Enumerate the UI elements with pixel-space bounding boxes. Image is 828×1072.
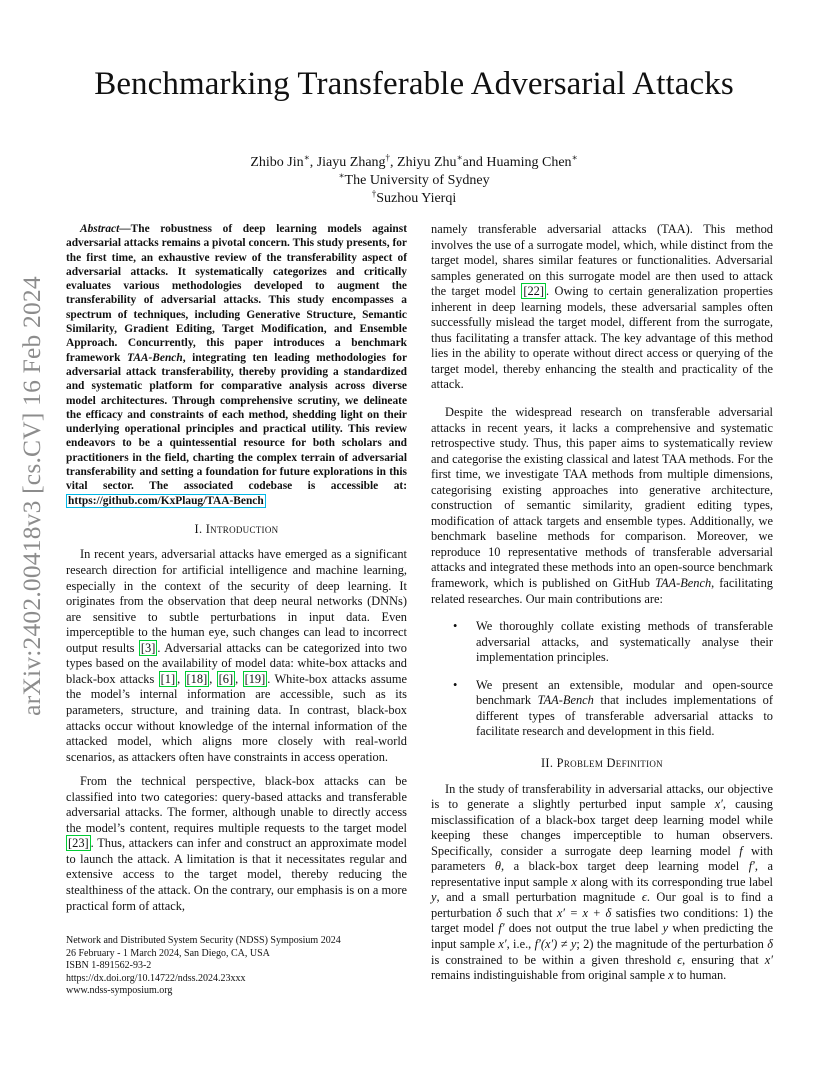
arxiv-stamp-text: arXiv:2402.00418v3 [cs.CV] 16 Feb 2024 — [17, 276, 46, 716]
author-2-mark: † — [385, 152, 391, 163]
pd-text: with parameters — [431, 843, 773, 874]
author-2: Jiayu Zhang — [316, 155, 386, 170]
intro-p2-text-b: . Thus, attackers can infer and construct an approximate model to launch the attack. A limitation is that it necessitates regular and extensive access to the target model, thereby reducing the stealthiness of the attack. On the contrary, our emphasis is on a more practical form of attack, — [66, 836, 407, 913]
author-block — [0, 154, 828, 208]
intro-p3-text-b: . Owing to certain generalization properties inherent in deep learning models, these adversarial samples often successfully mislead the target model, different from the surrogate, thus facilitating a transfer attack. The key advantage of this method lies in the ability to operate without direct access or querying of the target model, thereby enhancing the stealth and practicality of the attack. — [431, 284, 773, 392]
abstract-text-2: , integrating ten leading methodologies for adversarial attack transferability, thereby providing a standardized and systematic platform for comparative analysis across diverse model architectures. Through comprehensive scrutiny, we delineate the efficacy and constraints of each method, shedding light on their underlying operational principles and practical utility. This review endeavors to be a quintessential resource for both scholars and practitioners in the field, charting the complex terrain of adversarial transferability and setting a foundation for future explorations in this vital sector. The associated codebase is accessible at: — [66, 351, 407, 493]
footer-line-5: www.ndss-symposium.org — [66, 985, 173, 997]
pd-text: does not output the true label — [504, 921, 663, 936]
pd-text: , and a small perturbation magnitude — [436, 890, 642, 905]
pd-math: ϵ — [641, 890, 647, 905]
pd-text: such that — [501, 905, 557, 920]
intro-p1-text-c: . White-box attacks assume the model’s internal information are accessible, such as its parameters, structure, and training data. In contrast, black-box attacks occur without knowledge of the internal information of the attacked model, which aligns more closely with real-world scenarios, as attackers often have constraints in access operation. — [66, 671, 407, 764]
pd-math: x′ — [764, 952, 773, 967]
pd-text: remains indistinguishable from original sample — [431, 968, 669, 983]
author-names: Zhibo Jin∗, Jiayu Zhang†, Zhiyu Zhu∗and Huaming Chen∗ — [250, 152, 578, 170]
citation-23[interactable]: [23] — [68, 836, 89, 851]
footer-line-4: https://dx.doi.org/10.14722/ndss.2024.23xxx — [66, 972, 246, 984]
author-3-mark: ∗ — [456, 152, 463, 163]
intro-p4-framework-name: TAA-Bench — [654, 576, 712, 591]
pd-math: y — [431, 890, 437, 905]
pd-text: ; 2) the magnitude of the perturbation — [576, 936, 768, 951]
pd-math: x′ — [714, 797, 723, 812]
abstract-text-1: —The robustness of deep learning models against adversarial attacks remains a pivotal concern. This study presents, for the first time, an exhaustive review of the transferability aspect of adversarial attacks. It systematically categorizes and critically evaluates various methodologies developed to augment the transferability of adversarial attacks. This study encompasses a spectrum of techniques, including Generative Structure, Semantic Similarity, Gradient Editing, Target Modification, and Ensemble Approach. Concurrently, this paper introduces a benchmark framework — [66, 223, 407, 364]
pd-text: , causing misclassification of a black-box target deep learning model while keeping these changes imperceptible to human observers. Specifically, consider a surrogate deep learning model — [431, 797, 773, 858]
pd-text: is constrained to be within a given threshold — [431, 952, 678, 967]
intro-p4-text-b: , facilitating related researches. Our main contributions are: — [431, 576, 773, 606]
footer-line-2: 26 February - 1 March 2024, San Diego, CA, USA — [66, 947, 270, 959]
codebase-link[interactable]: https://github.com/KxPlaug/TAA-Bench — [68, 494, 264, 507]
contribution-1-text: We thoroughly collate existing methods of transferable adversarial attacks, and systematically analyse their implementation principles. — [476, 619, 773, 665]
citation-18[interactable]: [18] — [186, 671, 208, 686]
intro-p1-text-b: . Adversarial attacks can be categorized into two types based on the availability of model data: white-box attacks and black-box attacks — [66, 640, 407, 686]
pd-text: , a black-box target deep learning model — [500, 859, 749, 874]
intro-paragraph-3 — [431, 222, 773, 393]
affiliation-1-text: The University of Sydney — [344, 173, 490, 188]
citation-separator: , — [235, 671, 243, 686]
intro-p4-text-a: Despite the widespread research on transferable adversarial attacks in recent years, it lacks a comprehensive and systematic retrospective study. Thus, this paper aims to systematically review and categorise the existing classical and latest TAA methods. For the first time, we investigate TAA methods from multiple dimensions, categorising existing approaches into generative architecture, construction of semantic similarity, gradient editing types, modification of attack targets and ensemble types. Additionally, we benchmark baseline methods for comparison. Moreover, we reproduce 10 representative methods of transferable adversarial attacks and integrated these methods into an open-source benchmark framework, which is published on GitHub — [431, 405, 773, 591]
affiliation-1 — [0, 172, 828, 190]
citation-19[interactable]: [19] — [244, 671, 266, 686]
pd-text: , ensuring that — [682, 952, 765, 967]
affiliation-1-mark: ∗ — [338, 170, 345, 181]
right-column — [431, 222, 773, 984]
affiliation-2-mark: † — [371, 188, 377, 199]
bullet-icon: • — [453, 677, 458, 692]
contribution-item-2 — [431, 678, 773, 740]
pd-math: x — [571, 874, 577, 889]
pd-math: f′ — [748, 859, 755, 874]
abstract-lead: Abstract — [80, 223, 120, 235]
author-3: Zhiyu Zhu — [397, 155, 457, 170]
intro-paragraph-4 — [431, 405, 773, 607]
left-column — [66, 222, 407, 914]
contribution-2-text-b: that includes implementations of different types of transferable adversarial attacks to facilitate research and development in this field. — [476, 693, 773, 739]
arxiv-stamp — [12, 258, 52, 734]
pd-math: f — [739, 843, 743, 858]
pd-text: , a representative input sample — [431, 859, 773, 889]
section-2-heading: II. Problem Definition — [541, 755, 663, 770]
affiliation-2-text: Suzhou Yierqi — [376, 191, 457, 206]
citation-1[interactable]: [1] — [160, 671, 176, 686]
author-1-mark: ∗ — [303, 152, 310, 163]
pd-text: , i.e., — [506, 936, 535, 951]
pd-math: x — [668, 968, 674, 983]
pd-text: In the study of transferability in adversarial attacks, our objective is to generate a slightly perturbed input sample — [431, 781, 773, 812]
intro-p1-text-a: In recent years, adversarial attacks have emerged as a significant research direction for artificial intelligence and machine learning, especially in the context of the security of deep learning. It originates from the observation that deep neural networks (DNNs) are sensitive to subtle perturbations in input data. Even imperceptible to the human eye, such changes can lead to incorrect output results — [66, 547, 407, 655]
pd-text: along with its corresponding true label — [576, 874, 773, 889]
abstract-paragraph — [66, 222, 407, 508]
citation-3[interactable]: [3] — [140, 640, 156, 655]
pd-text: when predicting the input sample — [431, 921, 773, 951]
author-4-mark: ∗ — [571, 152, 578, 163]
pd-math: δ — [496, 905, 502, 920]
author-1: Zhibo Jin — [250, 155, 304, 170]
footer-line-1: Network and Distributed System Security (NDSS) Symposium 2024 — [66, 935, 341, 946]
conference-footer — [66, 935, 406, 998]
bullet-icon: • — [453, 619, 458, 634]
pd-text: to human. — [673, 968, 727, 983]
pd-math: y — [662, 921, 669, 936]
intro-p3-text-a: namely transferable adversarial attacks (TAA). This method involves the use of a surrogate model, which, while distinct from the target model, shares similar features or functionalities. Adversarial samples generated on this surrogate model are then used to attack the target model — [431, 222, 773, 299]
footer-line-3: ISBN 1-891562-93-2 — [66, 960, 152, 972]
pd-math: x′ = x + δ — [556, 905, 612, 920]
citation-separator: , — [209, 671, 217, 686]
pd-math: x′ — [498, 936, 507, 951]
contributions-list — [431, 619, 773, 740]
problem-definition-paragraph — [431, 782, 773, 984]
contribution-2-text-a: We present an extensible, modular and open-source benchmark — [476, 677, 773, 708]
pd-math: ϵ — [677, 952, 683, 967]
pd-math: δ — [767, 936, 774, 951]
contribution-2-framework-name: TAA-Bench — [537, 693, 594, 708]
abstract — [66, 222, 407, 508]
intro-paragraph-1 — [66, 547, 407, 765]
pd-math: θ — [494, 859, 501, 874]
paper-title: Benchmarking Transferable Adversarial Attacks — [94, 66, 734, 102]
pd-text: . Our goal is to find a perturbation — [431, 890, 773, 920]
citation-6[interactable]: [6] — [218, 671, 234, 686]
citation-22[interactable]: [22] — [523, 284, 544, 299]
pd-math: f′(x′) ≠ y — [534, 936, 577, 951]
intro-paragraph-2 — [66, 774, 407, 914]
author-4: and Huaming Chen — [462, 155, 572, 170]
intro-p2-text-a: From the technical perspective, black-box attacks can be classified into two categories: query-based attacks and transferable adversarial attacks. The former, although unable to directly access the model’s content, requires multiple requests to the target model — [66, 774, 407, 835]
section-1-heading: I. Introduction — [194, 521, 279, 536]
abstract-framework-name: TAA-Bench — [126, 351, 183, 364]
pd-math: f′ — [498, 921, 505, 936]
contribution-item-1 — [431, 619, 773, 666]
citation-separator: , — [177, 671, 185, 686]
pd-text: satisfies two conditions: 1) the target model — [431, 905, 773, 936]
affiliation-2 — [0, 190, 828, 208]
